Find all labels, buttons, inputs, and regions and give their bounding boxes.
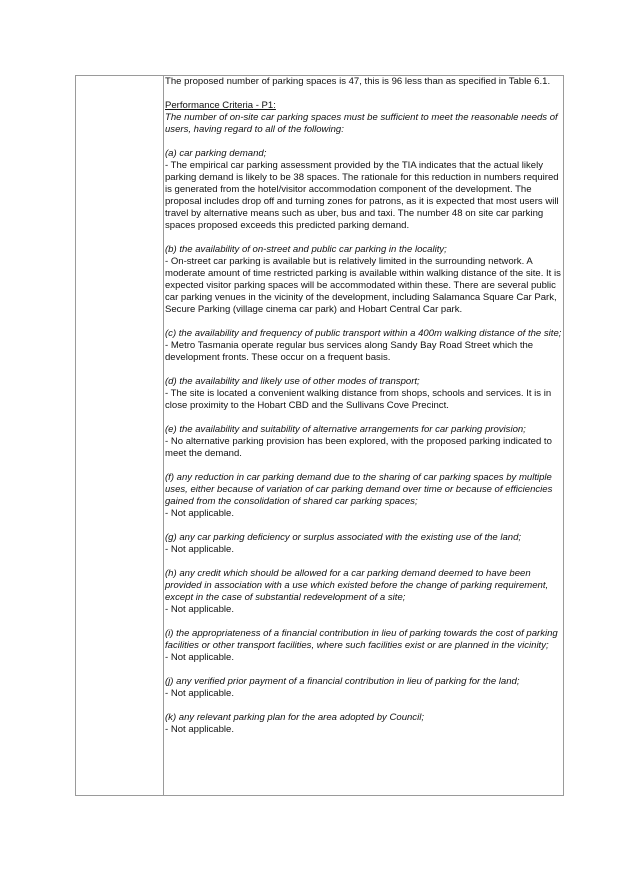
criterion-a xyxy=(165,148,562,232)
criterion-c xyxy=(165,328,562,364)
criterion-heading: (f) any reduction in car parking demand due to the sharing of car parking spaces by multiple uses, either because of variation of car parking demand over time or because of efficiencies gained from the consolidation of shared car parking spaces; xyxy=(165,472,553,507)
criterion-response: - Not applicable. xyxy=(165,544,234,555)
criterion-response: - The site is located a convenient walking distance from shops, schools and services. It is in close proximity to the Hobart CBD and the Sullivans Cove Precinct. xyxy=(165,388,552,411)
intro-paragraph: The proposed number of parking spaces is 47, this is 96 less than as specified in Table 6.1. xyxy=(165,76,551,87)
criterion-e xyxy=(165,424,562,460)
criterion-heading: (c) the availability and frequency of public transport within a 400m walking distance of the site; xyxy=(165,328,562,339)
criterion-h xyxy=(165,568,562,616)
criterion-g xyxy=(165,532,562,556)
performance-criteria-heading: Performance Criteria - P1: xyxy=(165,100,276,111)
criterion-response: - Not applicable. xyxy=(165,724,234,735)
table-left-cell xyxy=(76,76,164,795)
criterion-heading: (b) the availability of on-street and public car parking in the locality; xyxy=(165,244,447,255)
criterion-k xyxy=(165,712,562,736)
criterion-heading: (d) the availability and likely use of other modes of transport; xyxy=(165,376,420,387)
criterion-response: - The empirical car parking assessment provided by the TIA indicates that the actual likely parking demand is likely to be 38 spaces. The rationale for this reduction in numbers required is generated from the hotel/visitor accommodation component of the development. The proposal includes drop off and turning zones for patrons, as it is expected that most users will travel by alternative means such as uber, bus and taxi. The number 48 on site car parking spaces proposed exceeds this predicted parking demand. xyxy=(165,160,559,231)
performance-criteria-text: The number of on-site car parking spaces must be sufficient to meet the reasonable needs of users, having regard to all of the following: xyxy=(165,112,558,135)
criterion-b xyxy=(165,244,562,316)
criterion-response: - Not applicable. xyxy=(165,508,234,519)
criterion-response: - On-street car parking is available but is relatively limited in the surrounding network. A moderate amount of time restricted parking is available within walking distance of the site. It is expected visitor parking spaces will be accommodated within these. There are several public car parking venues in the vicinity of the development, including Salamanca Square Car Park, Secure Parking (village cinema car park) and Hobart Central Car park. xyxy=(165,256,561,315)
criterion-response: - Not applicable. xyxy=(165,652,234,663)
criterion-heading: (j) any verified prior payment of a financial contribution in lieu of parking for the land; xyxy=(165,676,520,687)
criterion-response: - Metro Tasmania operate regular bus services along Sandy Bay Road Street which the development fronts. These occur on a frequent basis. xyxy=(165,340,534,363)
criterion-response: - Not applicable. xyxy=(165,688,234,699)
criterion-response: - No alternative parking provision has been explored, with the proposed parking indicated to meet the demand. xyxy=(165,436,552,459)
criterion-heading: (g) any car parking deficiency or surplus associated with the existing use of the land; xyxy=(165,532,522,543)
criterion-f xyxy=(165,472,562,520)
criterion-response: - Not applicable. xyxy=(165,604,234,615)
criterion-i xyxy=(165,628,562,664)
criteria-table xyxy=(75,75,564,796)
table-right-cell xyxy=(165,76,563,795)
criterion-heading: (h) any credit which should be allowed for a car parking demand deemed to have been provided in association with a use which existed before the change of parking requirement, except in the case of substantial redevelopment of a site; xyxy=(165,568,549,603)
criterion-d xyxy=(165,376,562,412)
criterion-heading: (i) the appropriateness of a financial contribution in lieu of parking towards the cost of parking facilities or other transport facilities, where such facilities exist or are planned in the vicinity; xyxy=(165,628,558,651)
criterion-heading: (k) any relevant parking plan for the area adopted by Council; xyxy=(165,712,424,723)
criterion-heading: (e) the availability and suitability of alternative arrangements for car parking provision; xyxy=(165,424,526,435)
criterion-heading: (a) car parking demand; xyxy=(165,148,267,159)
criterion-j xyxy=(165,676,562,700)
